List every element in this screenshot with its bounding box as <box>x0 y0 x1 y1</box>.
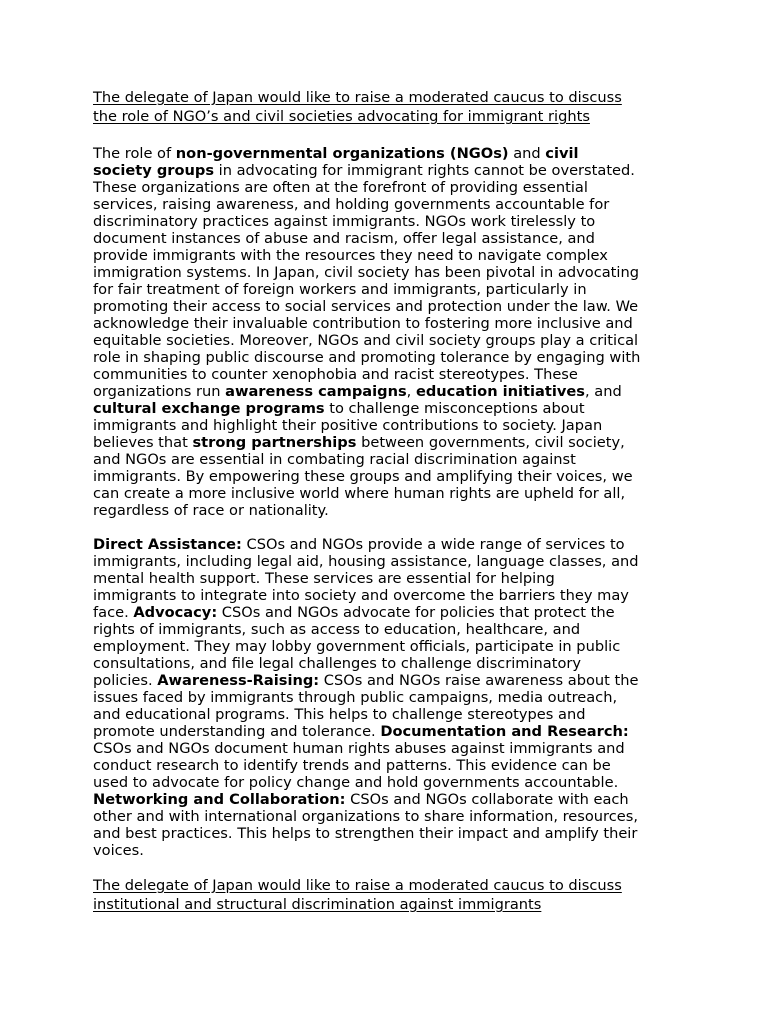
paragraph-line <box>93 400 676 417</box>
paragraph-line <box>93 672 676 689</box>
bold-term: Direct Assistance: <box>93 536 242 553</box>
paragraph-line <box>93 162 676 179</box>
heading-line: the role of NGO’s and civil societies advocating for immigrant rights <box>93 108 590 125</box>
heading-line: The delegate of Japan would like to raise a moderated caucus to discuss <box>93 89 622 106</box>
body-paragraph-role-of-ngos <box>93 145 676 519</box>
paragraph-line: discriminatory practices against immigrants. NGOs work tirelessly to <box>93 213 596 230</box>
paragraph-line: These organizations are often at the forefront of providing essential <box>93 179 588 196</box>
text-run: organizations run <box>93 383 226 400</box>
paragraph-line: can create a more inclusive world where human rights are upheld for all, <box>93 485 626 502</box>
paragraph-line: acknowledge their invaluable contribution to fostering more inclusive and <box>93 315 633 332</box>
paragraph-line: consultations, and file legal challenges to challenge discriminatory <box>93 655 582 672</box>
bold-term: cultural exchange programs <box>93 400 325 417</box>
text-run: in advocating for immigrant rights cannot be overstated. <box>214 162 635 179</box>
paragraph-line: and NGOs are essential in combating racial discrimination against <box>93 451 576 468</box>
bold-term: Documentation and Research: <box>380 723 629 740</box>
paragraph-line <box>93 536 676 553</box>
bold-term: Advocacy: <box>133 604 218 621</box>
paragraph-line: rights of immigrants, such as access to education, healthcare, and <box>93 621 581 638</box>
caucus-heading-ngo <box>93 88 676 126</box>
paragraph-line: mental health support. These services are essential for helping <box>93 570 555 587</box>
paragraph-line: immigrants. By empowering these groups and amplifying their voices, we <box>93 468 633 485</box>
text-run: promote understanding and tolerance. <box>93 723 381 740</box>
bold-term: awareness campaigns <box>225 383 407 400</box>
bold-term: strong partnerships <box>192 434 357 451</box>
paragraph-line: role in shaping public discourse and promoting tolerance by engaging with <box>93 349 641 366</box>
paragraph-line: voices. <box>93 842 144 859</box>
bold-term: non-governmental organizations (NGOs) <box>175 145 509 162</box>
text-run: CSOs and NGOs advocate for policies that protect the <box>217 604 615 621</box>
paragraph-line: equitable societies. Moreover, NGOs and civil society groups play a critical <box>93 332 639 349</box>
bold-term: society groups <box>93 162 215 179</box>
text-run: CSOs and NGOs provide a wide range of services to <box>241 536 625 553</box>
paragraph-line: and best practices. This helps to strengthen their impact and amplify their <box>93 825 638 842</box>
heading-line: The delegate of Japan would like to raise a moderated caucus to discuss <box>93 877 622 894</box>
text-run: believes that <box>93 434 193 451</box>
paragraph-line: CSOs and NGOs document human rights abuses against immigrants and <box>93 740 625 757</box>
paragraph-line <box>93 434 676 451</box>
bold-term: education initiatives <box>415 383 585 400</box>
caucus-heading-discrimination <box>93 876 676 914</box>
paragraph-line: regardless of race or nationality. <box>93 502 329 519</box>
paragraph-line: provide immigrants with the resources they need to navigate complex <box>93 247 608 264</box>
text-run: policies. <box>93 672 158 689</box>
paragraph-line: immigration systems. In Japan, civil society has been pivotal in advocating <box>93 264 639 281</box>
text-run: to challenge misconceptions about <box>324 400 585 417</box>
paragraph-line: immigrants and highlight their positive contributions to society. Japan <box>93 417 603 434</box>
paragraph-line: used to advocate for policy change and hold governments accountable. <box>93 774 619 791</box>
paragraph-line: immigrants, including legal aid, housing assistance, language classes, and <box>93 553 639 570</box>
paragraph-line: document instances of abuse and racism, offer legal assistance, and <box>93 230 595 247</box>
paragraph-line <box>93 383 676 400</box>
paragraph-line: other and with international organizations to share information, resources, <box>93 808 638 825</box>
paragraph-line: immigrants to integrate into society and overcome the barriers they may <box>93 587 629 604</box>
text-run: , <box>406 383 416 400</box>
paragraph-line: issues faced by immigrants through public campaigns, media outreach, <box>93 689 618 706</box>
paragraph-line: employment. They may lobby government officials, participate in public <box>93 638 621 655</box>
paragraph-line: services, raising awareness, and holding governments accountable for <box>93 196 610 213</box>
bold-term: Awareness-Raising: <box>157 672 320 689</box>
text-run: CSOs and NGOs collaborate with each <box>345 791 629 808</box>
paragraph-line: promoting their access to social services and protection under the law. We <box>93 298 639 315</box>
bold-term: civil <box>545 145 579 162</box>
paragraph-line: and educational programs. This helps to challenge stereotypes and <box>93 706 586 723</box>
paragraph-line: conduct research to identify trends and patterns. This evidence can be <box>93 757 611 774</box>
text-run: CSOs and NGOs raise awareness about the <box>319 672 639 689</box>
text-run: The role of <box>93 145 176 162</box>
paragraph-line <box>93 145 676 162</box>
paragraph-line: communities to counter xenophobia and racist stereotypes. These <box>93 366 578 383</box>
paragraph-line <box>93 723 676 740</box>
text-run: between governments, civil society, <box>356 434 625 451</box>
heading-line: institutional and structural discrimination against immigrants <box>93 896 542 913</box>
paragraph-line: for fair treatment of foreign workers and immigrants, particularly in <box>93 281 587 298</box>
paragraph-line <box>93 604 676 621</box>
bold-term: Networking and Collaboration: <box>93 791 346 808</box>
text-run: face. <box>93 604 134 621</box>
text-run: and <box>508 145 546 162</box>
body-paragraph-cso-roles <box>93 536 676 859</box>
text-run: , and <box>584 383 622 400</box>
paragraph-line <box>93 791 676 808</box>
